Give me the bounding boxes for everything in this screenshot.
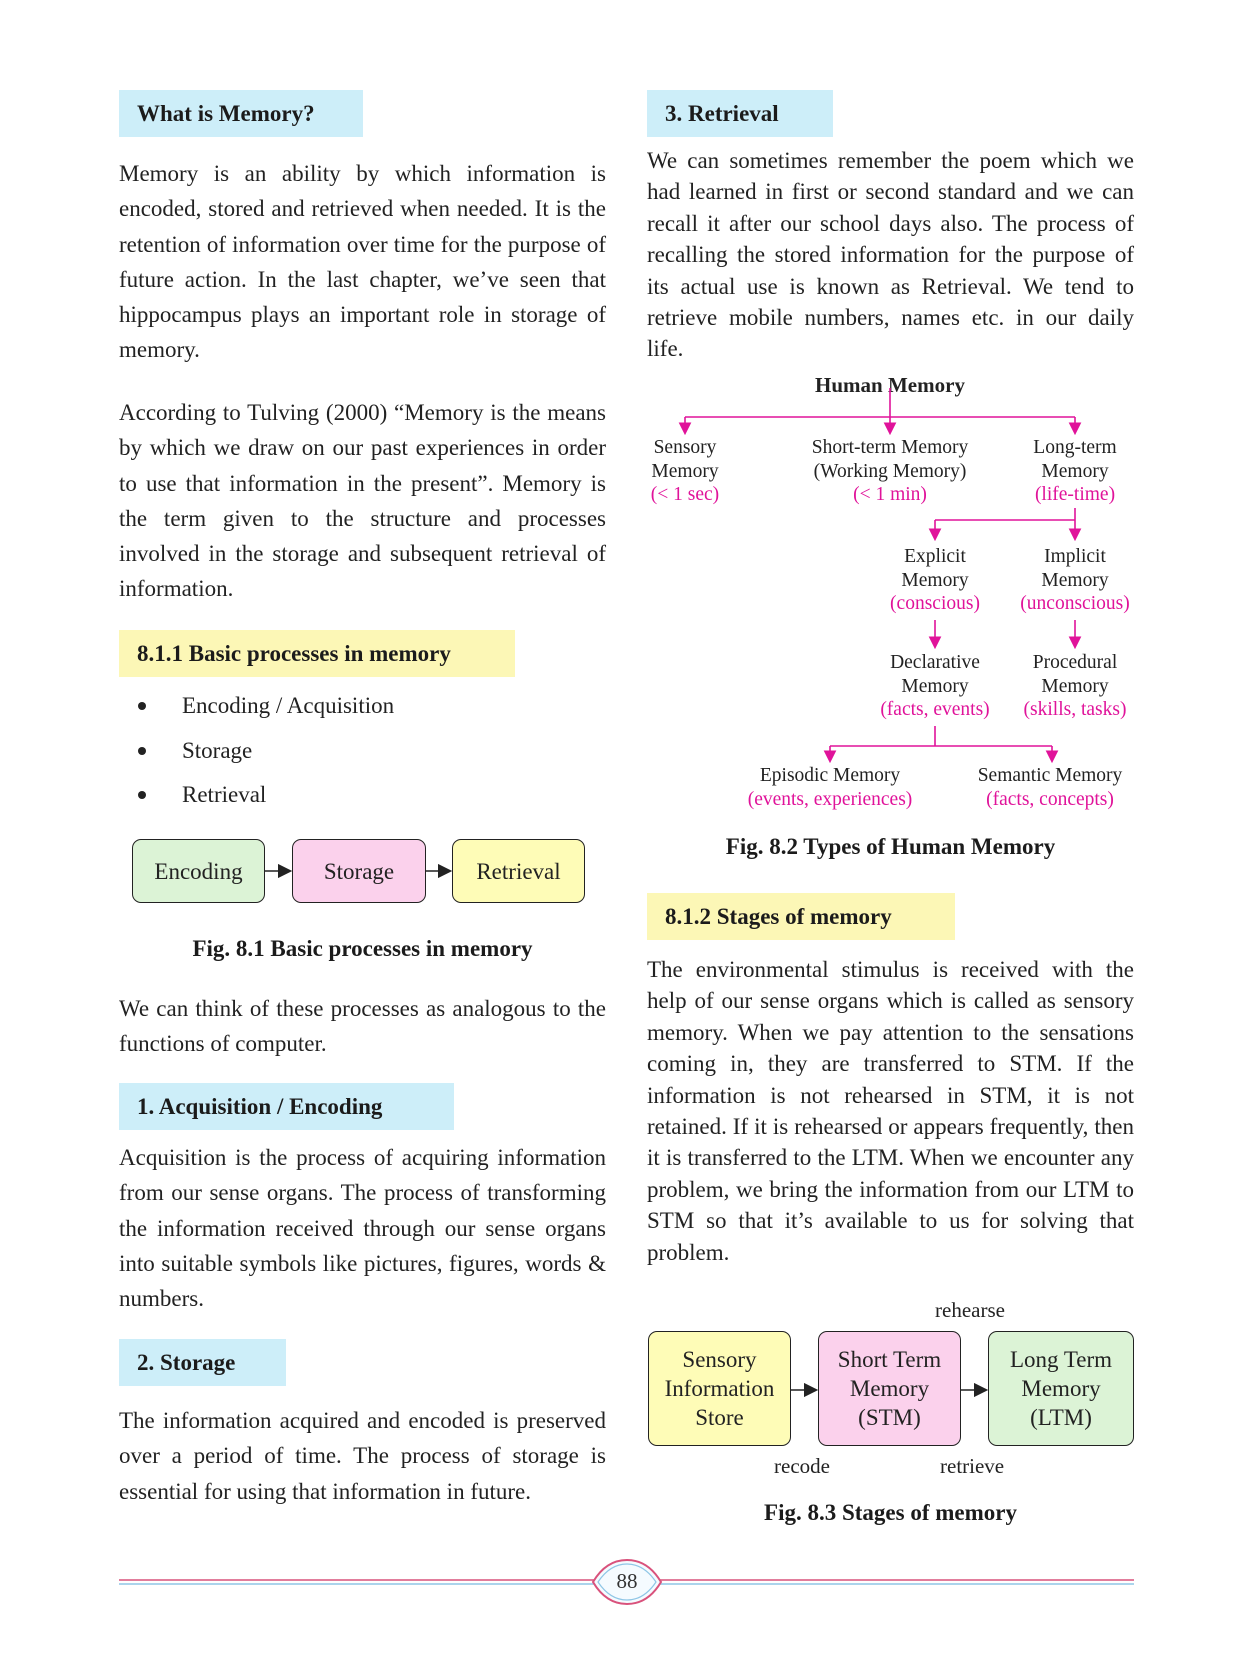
paragraph-storage: The information acquired and encoded is preserved over a period of time. The process of storage is essential for using that information in future.: [119, 1408, 606, 1504]
tree-node-explicit: Explicit Memory (conscious): [890, 546, 980, 614]
tree-node-declarative: Declarative Memory (facts, events): [880, 652, 990, 720]
list-item: Encoding / Acquisition: [136, 684, 394, 729]
heading-what-is-memory: What is Memory?: [119, 90, 363, 137]
tree-node-procedural: Procedural Memory (skills, tasks): [1023, 652, 1127, 720]
tree-node-implicit: Implicit Memory (unconscious): [1020, 546, 1130, 614]
paragraph-stages: The environmental stimulus is received with the help of our sense organs which is called as sensory memory. When we pay attention to the sensations coming in, they are transferred to STM. If the information is not rehearsed in STM, it is not retained. If it is rehearsed or appears frequently, then it is transferred to the LTM. When we encounter any problem, we bring the information from our LTM to STM so that it’s available to us for solving that problem.: [647, 957, 1134, 1265]
label-retrieve: retrieve: [940, 1454, 1005, 1478]
tree-node-short-term: Short-term Memory (Working Memory) (< 1 min): [811, 437, 969, 505]
figure-8-1-caption: Fig. 8.1 Basic processes in memory: [192, 936, 533, 961]
tree-node-episodic: Episodic Memory (events, experiences): [747, 765, 913, 810]
list-item: Storage: [136, 729, 394, 774]
paragraph-retrieval: We can sometimes remember the poem which we had learned in first or second standard and we can recall it after our school days also. The process of recalling the stored information for the purpose of its actual use is known as Retrieval. We tend to retrieve mobile numbers, names etc. in our daily life.: [647, 148, 1134, 362]
label-rehearse: rehearse: [935, 1298, 1005, 1322]
retrieval-box: Retrieval: [452, 839, 585, 903]
long-term-memory-box: Long Term Memory (LTM): [988, 1331, 1134, 1446]
tree-connectors: [685, 388, 1075, 760]
paragraph-tulving-quote: According to Tulving (2000) “Memory is the means by which we draw on our past experiences in order to use that information in the present”. Memory is the term given to the structure and processes involved in the storage and subsequent retrieval of information.: [119, 400, 606, 602]
paragraph-computer-analogy: We can think of these processes as analogous to the functions of computer.: [119, 996, 606, 1057]
heading-stages-of-memory: 8.1.2 Stages of memory: [647, 893, 955, 940]
tree-node-semantic: Semantic Memory (facts, concepts): [977, 765, 1123, 810]
paragraph-memory-definition: Memory is an ability by which information is encoded, stored and retrieved when needed. It is the retention of information over time for the purpose of future action. In the last chapter, we’ve seen that hippocampus plays an important role in storage of memory.: [119, 161, 606, 363]
figure-8-3-caption: Fig. 8.3 Stages of memory: [764, 1500, 1017, 1525]
short-term-memory-box: Short Term Memory (STM): [818, 1331, 961, 1446]
storage-box: Storage: [292, 839, 426, 903]
heading-storage: 2. Storage: [119, 1339, 286, 1386]
paragraph-acquisition: Acquisition is the process of acquiring information from our sense organs. The process of transforming the information received through our sense organs into suitable symbols like pictures, figures, words & numbers.: [119, 1145, 606, 1312]
sensory-information-store-box: Sensory Information Store: [648, 1331, 791, 1446]
list-item: Retrieval: [136, 773, 394, 818]
heading-basic-processes: 8.1.1 Basic processes in memory: [119, 630, 515, 677]
heading-retrieval: 3. Retrieval: [647, 90, 833, 137]
page-number: 88: [616, 1569, 638, 1593]
encoding-box: Encoding: [132, 839, 265, 903]
tree-node-sensory: Sensory Memory (< 1 sec): [650, 437, 720, 505]
figure-8-2-caption: Fig. 8.2 Types of Human Memory: [725, 834, 1056, 859]
tree-node-long-term: Long-term Memory (life-time): [1033, 437, 1117, 505]
label-recode: recode: [774, 1454, 830, 1478]
heading-acquisition-encoding: 1. Acquisition / Encoding: [119, 1083, 454, 1130]
tree-root-human-memory: Human Memory: [815, 373, 965, 397]
